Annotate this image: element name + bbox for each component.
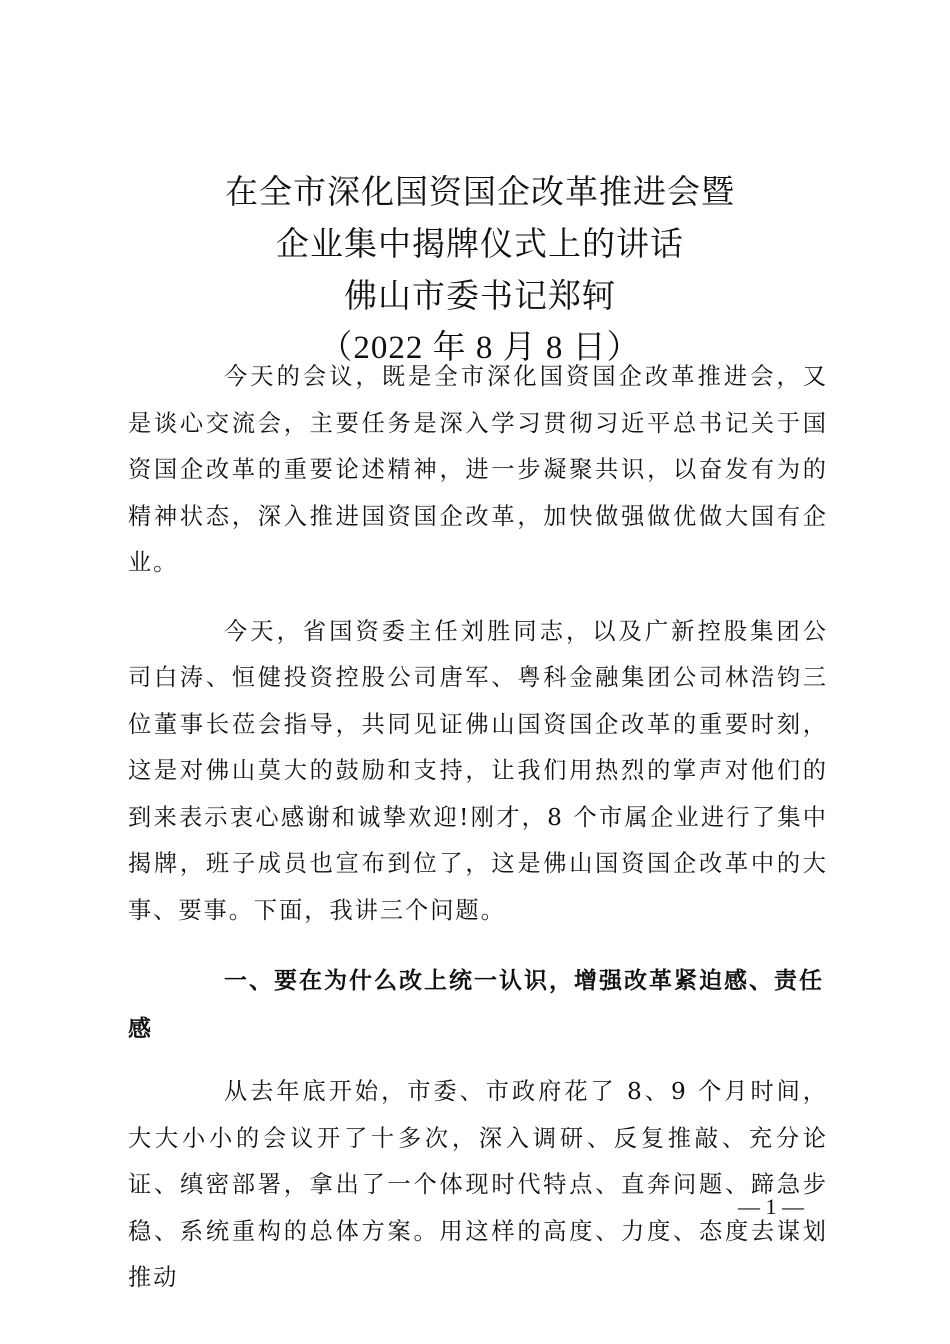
date-line: （2022 年 8 月 8 日） — [319, 330, 641, 366]
paragraph-opening: 今天的会议，既是全市深化国资国企改革推进会，又是谈心交流会，主要任务是深入学习贯彻习近平总书记关于国资国企改革的重要论述精神，进一步凝聚共识，以奋发有为的精神状态，深入推进国资国企改革，加快做强做优做大国有企业。 — [128, 363, 828, 576]
title-line-2: 企业集中揭牌仪式上的讲话 — [276, 224, 684, 263]
speech-body — [128, 354, 828, 1302]
paragraph-section-1: 从去年底开始，市委、市政府花了 8、9 个月时间，大大小小的会议开了十多次，深入调研、反复推敲、充分论证、缜密部署，拿出了一个体现时代特点、直奔问题、蹄急步稳、系统重构的总体方案。用这样的高度、力度、态度去谋划推动 — [128, 1078, 828, 1291]
speech-title — [120, 166, 840, 374]
title-line-1: 在全市深化国资国企改革推进会暨 — [225, 172, 735, 211]
section-heading-1: 一、要在为什么改上统一认识，增强改革紧迫感、责任感 — [128, 968, 824, 1042]
page-number: — 1 — — [738, 1194, 804, 1219]
speaker-line: 佛山市委书记郑轲 — [344, 276, 616, 315]
paragraph-guests: 今天，省国资委主任刘胜同志，以及广新控股集团公司白涛、恒健投资控股公司唐军、粤科金融集团公司林浩钧三位董事长莅会指导，共同见证佛山国资国企改革的重要时刻，这是对佛山莫大的鼓励和支持，让我们用热烈的掌声对他们的到来表示衷心感谢和诚挚欢迎!刚才，8 个市属企业进行了集中揭牌，班子成员也宣布到位了，这是佛山国资国企改革中的大事、要事。下面，我讲三个问题。 — [128, 617, 828, 924]
